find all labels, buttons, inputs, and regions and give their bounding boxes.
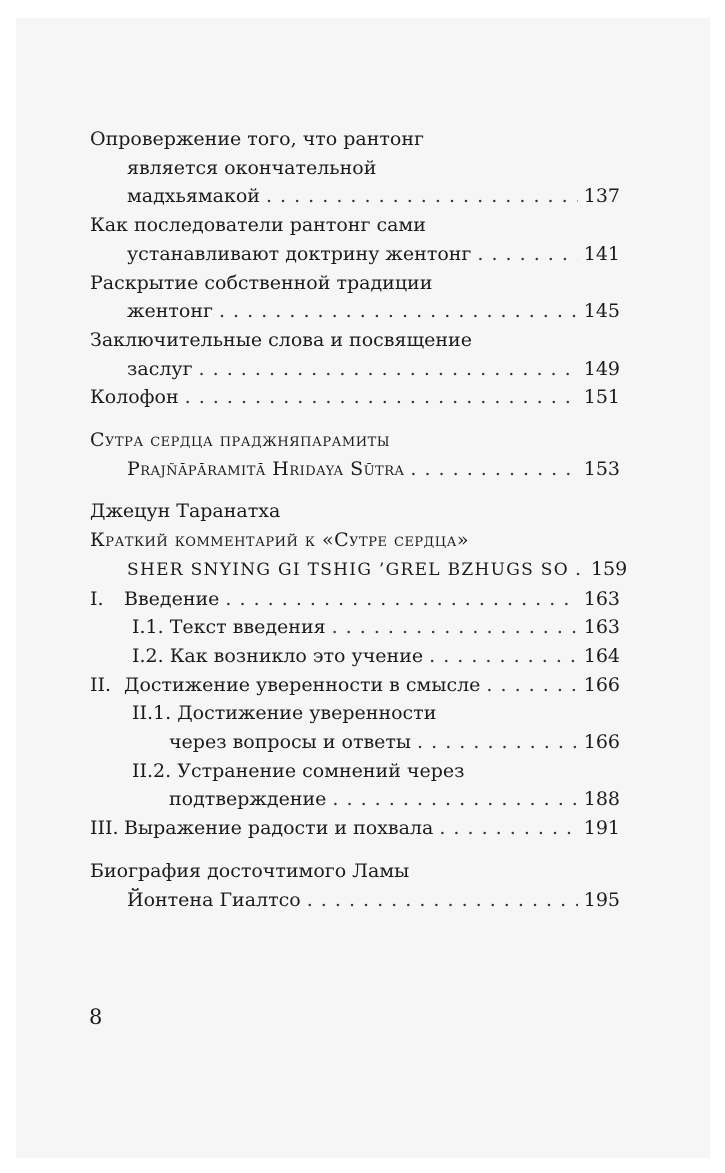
toc-entry-last-line [90,355,620,384]
toc-subsection-last-line [90,785,620,814]
toc-section [90,814,620,843]
toc-page-number: 191 [583,817,620,840]
toc-entry [90,526,620,555]
leader-dots [185,383,578,412]
toc-section [90,671,620,700]
page-number: 8 [89,1005,103,1029]
toc-entry-title: Йонтена Гиалтсо [127,888,301,911]
leader-dots [225,585,577,614]
subsection-title: I.1. Текст введения [132,616,326,639]
leader-dots [332,785,577,814]
toc-entry-title: Раскрытие собственной традиции [90,271,433,294]
table-of-contents [90,125,628,914]
subsection-title: II.2. Устранение сомнений через [132,759,465,782]
leader-dots [477,240,577,269]
toc-page-number: 137 [583,185,620,208]
toc-page-number: 149 [583,357,620,380]
toc-page-number: 163 [583,616,620,639]
toc-page-number: 195 [583,888,620,911]
toc-entry-continuation [90,154,620,183]
toc-entry [90,125,620,154]
toc-entry-last-line [90,555,628,585]
toc-page-number: 153 [583,457,620,480]
subsection-title: II.1. Достижение уверенности [132,702,437,725]
toc-entry-title: мадхьямакой [127,185,260,208]
section-number: I. [90,587,104,610]
section-title: Достижение уверенности в смысле [124,673,481,696]
toc-entry [90,326,620,355]
leader-dots [429,642,578,671]
toc-entry-last-line [90,182,620,211]
toc-entry-last-line [90,886,620,915]
leader-dots [417,728,578,757]
toc-section [90,585,620,614]
leader-dots [199,355,578,384]
section-number: III. [90,817,119,840]
toc-page-number: 188 [583,788,620,811]
toc-entry-title: Сутра сердца праджняпарамиты [90,429,391,452]
subsection-title: I.2. Как возникло это учение [132,644,424,667]
toc-page-number: 159 [590,557,628,580]
subsection-title: подтверждение [169,788,327,811]
toc-entry [90,383,620,412]
leader-dots [439,814,577,843]
toc-page-number: 151 [583,386,620,409]
toc-entry-title: Заключительные слова и посвящение [90,328,472,351]
toc-page-number: 166 [583,731,620,754]
toc-entry-last-line [90,297,620,326]
toc-subsection [90,757,620,786]
toc-subsection-last-line [90,728,620,757]
toc-entry [90,426,620,455]
toc-entry-author [90,497,620,526]
leader-dots [486,671,577,700]
toc-entry [90,269,620,298]
toc-entry-title: Как последователи рантонг сами [90,214,426,237]
toc-entry-title: жентонг [127,300,213,323]
toc-subsection [90,642,620,671]
subsection-title: через вопросы и ответы [169,731,412,754]
leader-dots [332,613,578,642]
leader-dots [307,886,578,915]
toc-entry-title: Краткий комментарий к «Сутре сердца» [90,529,470,552]
toc-entry-title: Колофон [90,386,179,409]
section-title: Выражение радости и похвала [124,817,434,840]
section-title: Введение [124,587,220,610]
toc-entry-title: Prajñāpāramitā Hridaya Sūtra [127,457,405,480]
leader-dots [410,455,577,484]
toc-entry-last-line [90,240,620,269]
toc-subsection [90,613,620,642]
leader-dots [219,297,578,326]
toc-page-number: 141 [583,242,620,265]
toc-subsection [90,699,620,728]
toc-entry-title: заслуг [127,357,193,380]
toc-entry-title: Биография досточтимого Ламы [90,859,410,882]
toc-page-number: 164 [583,644,620,667]
toc-entry [90,857,620,886]
toc-page-number: 145 [583,300,620,323]
leader-dots [266,182,578,211]
section-number: II. [90,673,112,696]
toc-entry-title: устанавливают доктрину жентонг [127,242,472,265]
toc-page-number: 163 [583,587,620,610]
toc-page-number: 166 [583,673,620,696]
toc-entry-title: Опровержение того, что рантонг [90,128,424,150]
toc-entry-title: SHER SNYING GI TSHIG ’GREL BZHUGS SO [127,559,569,580]
toc-entry [90,211,620,240]
toc-entry-last-line [90,455,620,484]
toc-entry-author-name: Джецун Таранатха [90,500,281,523]
leader-dots [575,555,585,584]
toc-entry-title: является окончательной [127,156,377,179]
